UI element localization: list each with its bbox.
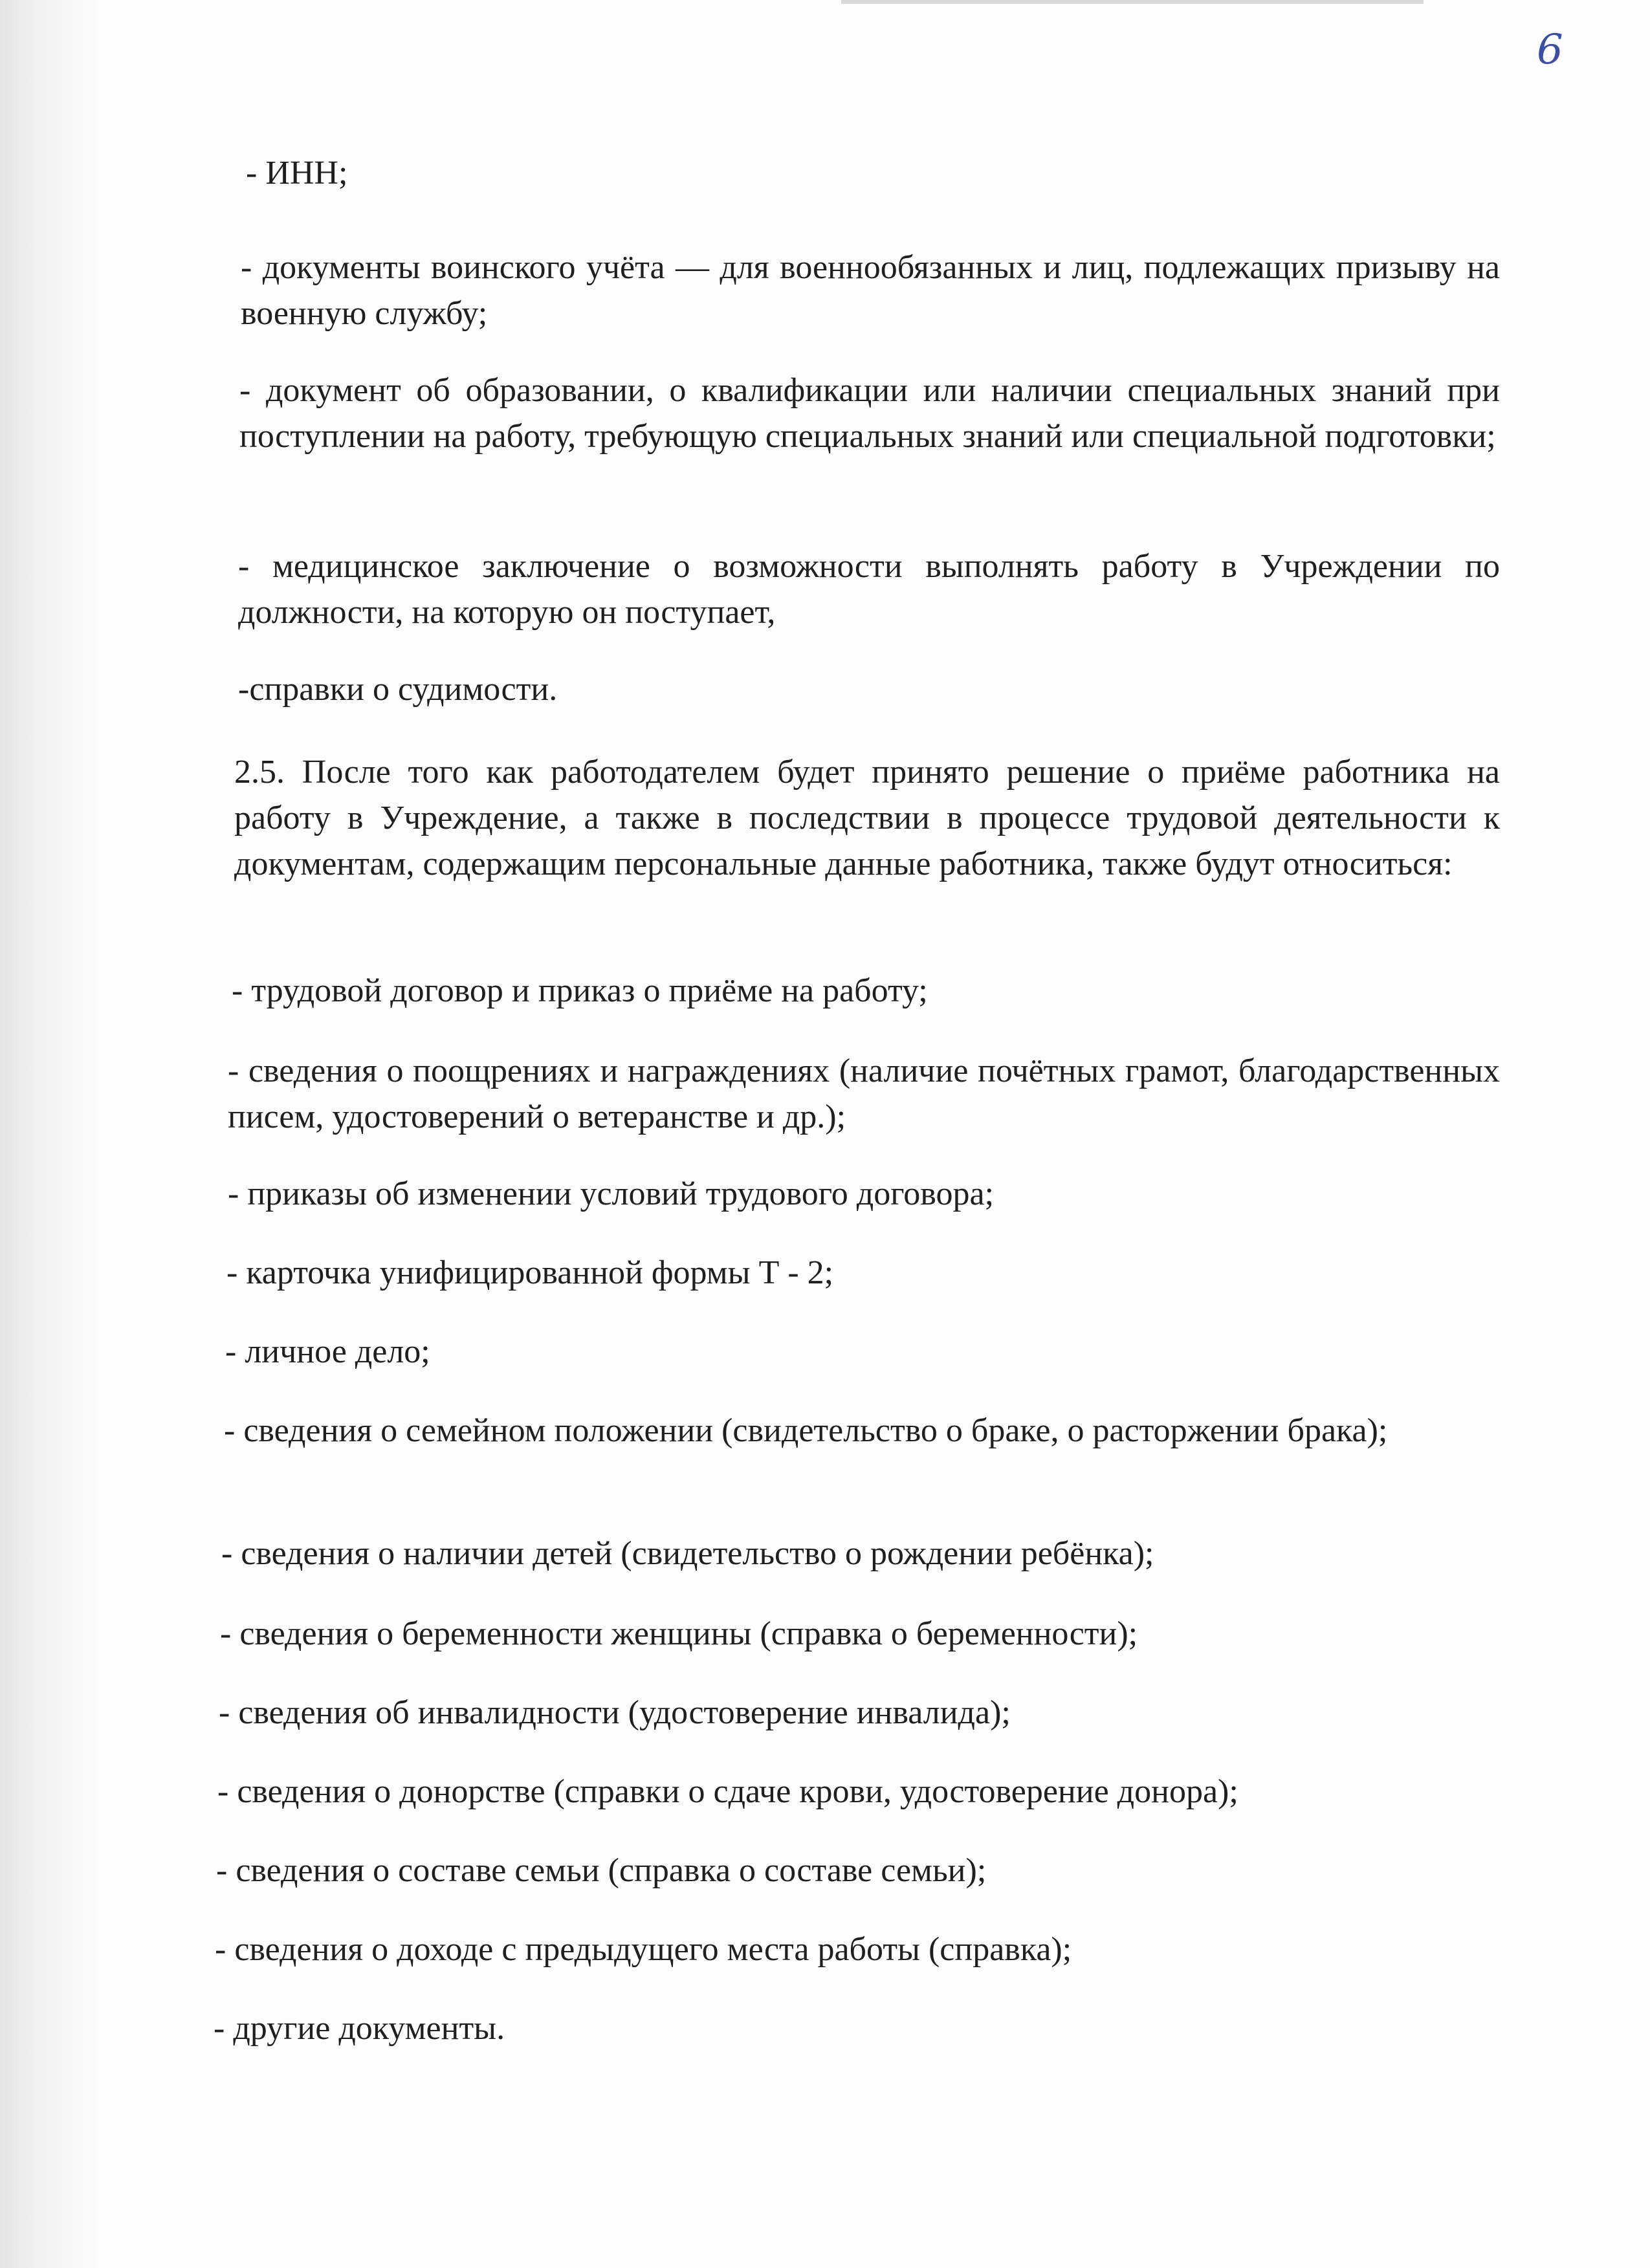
- list-item-military-documents: - документы воинского учёта — для военнообязанных и лиц, подлежащих призыву на военную службу;: [241, 249, 1500, 332]
- section-2-5-paragraph: 2.5. После того как работодателем будет принято решение о приёме работника на работу в Учреждение, а также в последствии в процессе трудовой деятельности к документам, содержащим персональные данные работника, также будут относиться:: [234, 754, 1500, 882]
- list-item-other-documents: - другие документы.: [214, 2010, 505, 2047]
- list-item-labor-contract: - трудовой договор и приказ о приёме на работу;: [232, 972, 928, 1009]
- scan-shadow-left: [0, 0, 97, 2268]
- list-item-medical-certificate: - медицинское заключение о возможности выполнять работу в Учреждении по должности, на которую он поступает,: [238, 548, 1500, 631]
- list-item-pregnancy: - сведения о беременности женщины (справка о беременности);: [220, 1615, 1138, 1652]
- scan-shadow-top: [841, 0, 1424, 4]
- list-item-criminal-record: -справки о судимости.: [238, 671, 558, 708]
- list-item-awards: - сведения о поощрениях и награждениях (наличие почётных грамот, благодарственных писем, удостоверений о ветеранстве и др.);: [228, 1052, 1500, 1135]
- list-item-t2-card: - карточка унифицированной формы Т - 2;: [226, 1254, 834, 1291]
- list-item-education-document: - документ об образовании, о квалификации или наличии специальных знаний при поступлении на работу, требующую специальных знаний или специальной подготовки;: [239, 372, 1500, 455]
- list-item-personal-file: - личное дело;: [225, 1333, 430, 1370]
- list-item-marital-status: - сведения о семейном положении (свидетельство о браке, о расторжении брака);: [224, 1412, 1388, 1449]
- list-item-contract-change-orders: - приказы об изменении условий трудового договора;: [228, 1175, 995, 1212]
- list-item-inn: - ИНН;: [246, 155, 348, 191]
- list-item-donorship: - сведения о донорстве (справки о сдаче крови, удостоверение донора);: [217, 1773, 1238, 1810]
- list-item-children: - сведения о наличии детей (свидетельство о рождении ребёнка);: [221, 1535, 1154, 1572]
- list-item-family-composition: - сведения о составе семьи (справка о составе семьи);: [216, 1852, 987, 1889]
- page-number: 6: [1537, 26, 1563, 74]
- list-item-disability: - сведения об инвалидности (удостоверение инвалида);: [219, 1694, 1011, 1731]
- list-item-previous-income: - сведения о доходе с предыдущего места работы (справка);: [215, 1931, 1072, 1968]
